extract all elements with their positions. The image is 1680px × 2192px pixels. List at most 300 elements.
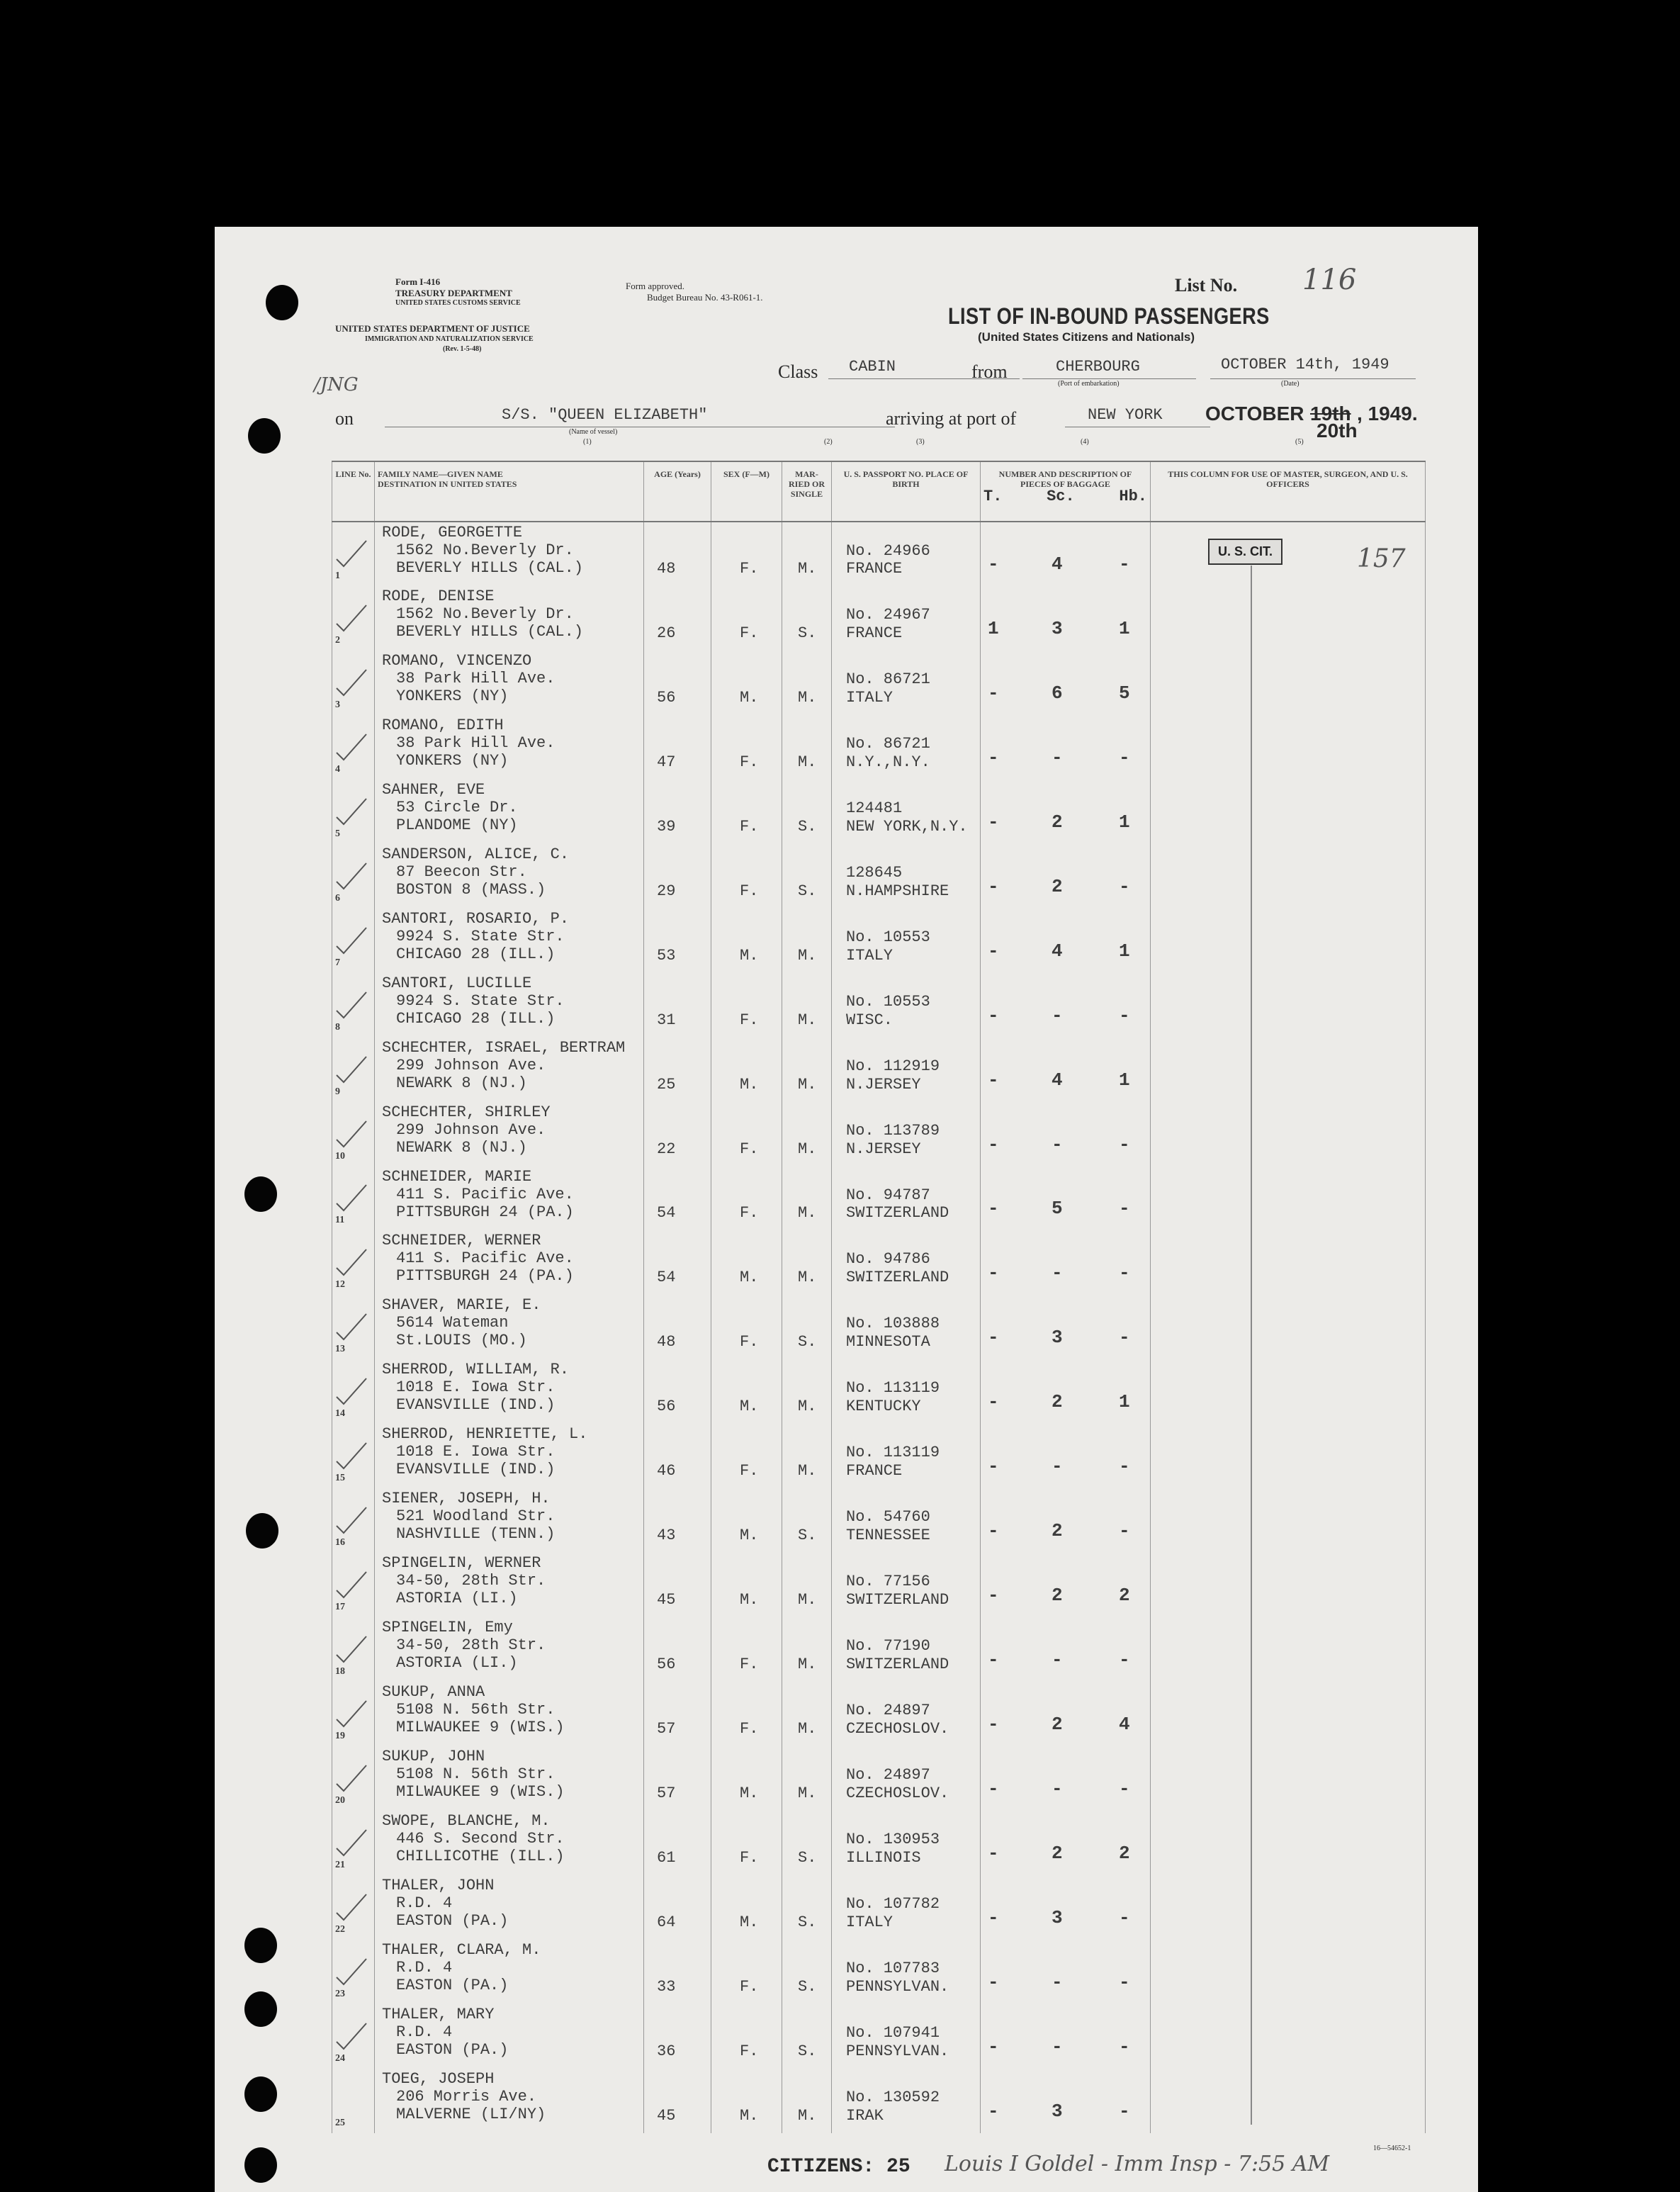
punch-hole (244, 2076, 277, 2112)
age: 31 (657, 1011, 676, 1029)
address-line-1: 34-50, 28th Str. (396, 1636, 546, 1655)
cell-line (332, 844, 375, 909)
table-row (332, 651, 1426, 715)
address-line-1: 411 S. Pacific Ave. (396, 1185, 574, 1203)
cell-officers (1151, 1875, 1426, 1940)
baggage-suitcases: - (1052, 1004, 1063, 1026)
arrival-port: NEW YORK (1088, 406, 1163, 424)
cell-passport (832, 844, 981, 909)
address-line-2: MILWAUKEE 9 (WIS.) (396, 1719, 565, 1737)
baggage-handbags: - (1119, 746, 1130, 768)
sex: F. (740, 1849, 759, 1867)
place-of-birth: WISC. (846, 1011, 893, 1029)
cell-age (644, 1875, 711, 1940)
cell-passport (832, 1553, 981, 1617)
page-subtitle: (United States Citizens and Nationals) (978, 330, 1195, 344)
check-mark-icon (334, 1893, 369, 1921)
address-line-1: 1562 No.Beverly Dr. (396, 541, 574, 559)
cell-married (782, 1295, 832, 1359)
cell-officers (1151, 1682, 1426, 1746)
cell-officers (1151, 1488, 1426, 1553)
passport-number: No. 10553 (846, 928, 930, 946)
cell-sex (711, 522, 782, 586)
baggage-handbags: 1 (1119, 617, 1130, 639)
cell-name (375, 715, 644, 780)
passenger-name: SHERROD, HENRIETTE, L. (382, 1425, 588, 1444)
arrival-col-num: (5) (1295, 438, 1304, 446)
cell-married (782, 1230, 832, 1295)
cell-married (782, 1617, 832, 1682)
sex: F. (740, 1011, 759, 1029)
cell-passport (832, 1167, 981, 1231)
cell-baggage (981, 1102, 1151, 1167)
cell-sex (711, 1424, 782, 1488)
line-number: 22 (335, 1923, 345, 1935)
address-line-1: 5108 N. 56th Str. (396, 1765, 556, 1784)
cell-officers (1151, 1038, 1426, 1102)
address-line-1: 87 Beecon Str. (396, 862, 527, 881)
cell-baggage (981, 715, 1151, 780)
list-no-label: List No. (1175, 275, 1238, 296)
from-label: from (971, 361, 1008, 382)
marital-status: S. (798, 817, 817, 836)
table-row (332, 1359, 1426, 1424)
cell-sex (711, 909, 782, 973)
place-of-birth: CZECHOSLOV. (846, 1720, 949, 1738)
baggage-trunks: - (988, 1585, 999, 1607)
baggage-handbags: - (1119, 875, 1130, 897)
col-baggage-t: T. (983, 488, 1003, 505)
age: 64 (657, 1913, 676, 1931)
cell-name (375, 1553, 644, 1617)
check-mark-icon (334, 1248, 369, 1276)
cell-officers (1151, 1295, 1426, 1359)
passenger-name: RODE, GEORGETTE (382, 524, 523, 541)
passenger-name: RODE, DENISE (382, 587, 495, 605)
cell-name (375, 522, 644, 586)
age: 36 (657, 2042, 676, 2060)
line-number: 13 (335, 1344, 345, 1355)
place-of-birth: IRAK (846, 2107, 884, 2125)
cell-passport (832, 1038, 981, 1102)
address-line-2: BEVERLY HILLS (CAL.) (396, 622, 584, 641)
address-line-2: EVANSVILLE (IND.) (396, 1396, 556, 1415)
baggage-handbags: - (1119, 2101, 1130, 2122)
budget-bureau: Budget Bureau No. 43-R061-1. (647, 292, 763, 303)
cell-line (332, 909, 375, 973)
col-age: AGE (Years) (644, 461, 711, 522)
baggage-trunks: - (988, 553, 999, 575)
passenger-name: THALER, CLARA, M. (382, 1940, 541, 1959)
passport-number: No. 77156 (846, 1573, 930, 1591)
baggage-handbags: - (1119, 553, 1130, 575)
baggage-suitcases: 3 (1052, 617, 1063, 639)
passport-number: No. 94786 (846, 1250, 930, 1269)
passenger-name: SCHNEIDER, MARIE (382, 1167, 532, 1186)
cell-officers (1151, 1102, 1426, 1167)
sex: M. (740, 946, 759, 965)
passenger-name: SCHECHTER, ISRAEL, BERTRAM (382, 1038, 626, 1057)
cell-line (332, 1167, 375, 1231)
punch-hole (246, 1513, 278, 1549)
age: 33 (657, 1977, 676, 1996)
marital-status: S. (798, 2042, 817, 2060)
passport-number: No. 107782 (846, 1895, 940, 1913)
print-code: 16—54652-1 (1373, 2145, 1411, 2152)
cell-baggage (981, 651, 1151, 715)
baggage-suitcases: - (1052, 1456, 1063, 1478)
line-number: 24 (335, 2052, 345, 2064)
age: 56 (657, 1656, 676, 1674)
cell-age (644, 1359, 711, 1424)
cell-name (375, 1746, 644, 1811)
cell-name (375, 1682, 644, 1746)
cell-passport (832, 1682, 981, 1746)
cell-sex (711, 1746, 782, 1811)
cell-sex (711, 1167, 782, 1231)
marital-status: S. (798, 624, 817, 642)
col-baggage-label: NUMBER AND DESCRIPTION OF PIECES OF BAGGAGE (998, 469, 1132, 489)
citizens-total: CITIZENS: 25 (767, 2156, 911, 2178)
arrival-month: OCTOBER (1205, 403, 1304, 425)
punch-hole (266, 285, 298, 320)
baggage-suitcases: 5 (1052, 1198, 1063, 1220)
cell-line (332, 2004, 375, 2069)
baggage-handbags: - (1119, 2035, 1130, 2057)
cell-officers (1151, 1167, 1426, 1231)
address-line-2: MILWAUKEE 9 (WIS.) (396, 1783, 565, 1802)
marital-status: M. (798, 1720, 817, 1738)
line-number: 5 (335, 828, 340, 839)
baggage-handbags: - (1119, 1971, 1130, 1993)
passenger-name: SPINGELIN, WERNER (382, 1554, 541, 1573)
table-row (332, 1102, 1426, 1167)
punch-hole (244, 1991, 277, 2027)
passenger-name: THALER, JOHN (382, 1877, 495, 1895)
cell-name (375, 1617, 644, 1682)
arrival-day-struck: 19th (1310, 403, 1351, 425)
cell-officers (1151, 1746, 1426, 1811)
passport-number: 128645 (846, 863, 903, 882)
vessel-name: S/S. "QUEEN ELIZABETH" (502, 406, 708, 424)
col-baggage-sc: Sc. (1047, 488, 1075, 505)
passenger-name: SCHECHTER, SHIRLEY (382, 1103, 551, 1121)
cell-name (375, 1102, 644, 1167)
class-label: Class (778, 361, 818, 382)
sex: F. (740, 1462, 759, 1480)
address-line-1: 34-50, 28th Str. (396, 1572, 546, 1590)
cell-line (332, 1811, 375, 1875)
cell-line (332, 1295, 375, 1359)
baggage-suitcases: 4 (1052, 1069, 1063, 1091)
cell-baggage (981, 1682, 1151, 1746)
cell-baggage (981, 1553, 1151, 1617)
cell-married (782, 973, 832, 1038)
line-number: 14 (335, 1408, 345, 1420)
baggage-suitcases: 4 (1052, 940, 1063, 962)
cell-baggage (981, 844, 1151, 909)
marital-status: M. (798, 2107, 817, 2125)
address-line-1: 1562 No.Beverly Dr. (396, 605, 574, 623)
cell-line (332, 586, 375, 651)
cell-sex (711, 1488, 782, 1553)
clerk-initials: /JNG (314, 374, 359, 395)
cell-name (375, 780, 644, 844)
cell-name (375, 1038, 644, 1102)
passport-number: No. 112919 (846, 1057, 940, 1075)
baggage-trunks: - (988, 2035, 999, 2057)
passenger-name: SPINGELIN, Emy (382, 1619, 513, 1637)
address-line-2: PLANDOME (NY) (396, 816, 518, 834)
baggage-handbags: 1 (1119, 1391, 1130, 1413)
address-line-2: MALVERNE (LI/NY) (396, 2105, 546, 2123)
cell-passport (832, 1230, 981, 1295)
date-caption: (Date) (1281, 380, 1300, 388)
col-baggage-hb: Hb. (1119, 488, 1147, 505)
baggage-suitcases: 2 (1052, 1391, 1063, 1413)
baggage-trunks: 1 (988, 617, 999, 639)
cell-name (375, 651, 644, 715)
cell-name (375, 909, 644, 973)
passenger-rows (332, 522, 1426, 2133)
cell-sex (711, 1875, 782, 1940)
cell-name (375, 1359, 644, 1424)
check-mark-icon (334, 1441, 369, 1470)
passport-number: No. 113119 (846, 1379, 940, 1398)
cell-name (375, 1488, 644, 1553)
marital-status: S. (798, 1913, 817, 1931)
cell-officers (1151, 1553, 1426, 1617)
baggage-handbags: 2 (1119, 1585, 1130, 1607)
page-title: LIST OF IN-BOUND PASSENGERS (948, 303, 1270, 329)
line-number: 15 (335, 1473, 345, 1484)
marital-status: M. (798, 559, 817, 578)
age: 47 (657, 753, 676, 771)
passenger-name: ROMANO, EDITH (382, 716, 504, 734)
cell-sex (711, 651, 782, 715)
cell-name (375, 1295, 644, 1359)
line-number: 7 (335, 957, 340, 968)
place-of-birth: PENNSYLVAN. (846, 2042, 949, 2060)
sex: M. (740, 1269, 759, 1287)
passenger-name: SIENER, JOSEPH, H. (382, 1490, 551, 1508)
check-mark-icon (334, 1313, 369, 1341)
line-number: 11 (335, 1215, 345, 1226)
passenger-name: SANDERSON, ALICE, C. (382, 845, 570, 863)
marital-status: S. (798, 1977, 817, 1996)
customs-service: UNITED STATES CUSTOMS SERVICE (395, 299, 521, 307)
passport-number: No. 24966 (846, 542, 930, 560)
place-of-birth: ITALY (846, 688, 893, 707)
cell-age (644, 844, 711, 909)
place-of-birth: SWITZERLAND (846, 1269, 949, 1287)
place-of-birth: ILLINOIS (846, 1849, 921, 1867)
address-line-1: 53 Circle Dr. (396, 798, 518, 816)
address-line-1: 411 S. Pacific Ave. (396, 1249, 574, 1268)
baggage-trunks: - (988, 1520, 999, 1542)
cell-baggage (981, 1617, 1151, 1682)
check-mark-icon (334, 1635, 369, 1663)
check-mark-icon (334, 1184, 369, 1212)
passport-number: No. 94787 (846, 1186, 930, 1204)
table-row (332, 1488, 1426, 1553)
cell-sex (711, 586, 782, 651)
address-line-1: 299 Johnson Ave. (396, 1120, 546, 1139)
baggage-suitcases: 6 (1052, 682, 1063, 704)
table-row (332, 586, 1426, 651)
cell-age (644, 1230, 711, 1295)
address-line-2: PITTSBURGH 24 (PA.) (396, 1267, 574, 1286)
place-of-birth: N.JERSEY (846, 1075, 921, 1094)
age: 26 (657, 624, 676, 642)
baggage-suitcases: - (1052, 1649, 1063, 1671)
address-line-2: EASTON (PA.) (396, 2040, 509, 2059)
col-officers: THIS COLUMN FOR USE OF MASTER, SURGEON, AND U. S. OFFICERS (1151, 461, 1426, 522)
cell-line (332, 651, 375, 715)
line-number: 4 (335, 763, 340, 775)
baggage-trunks: - (988, 1649, 999, 1671)
cell-age (644, 1940, 711, 2004)
address-line-2: BOSTON 8 (MASS.) (396, 880, 546, 899)
baggage-handbags: - (1119, 1649, 1130, 1671)
address-line-2: St.LOUIS (MO.) (396, 1332, 527, 1350)
cell-married (782, 1875, 832, 1940)
cell-line (332, 1617, 375, 1682)
baggage-handbags: - (1119, 1456, 1130, 1478)
check-mark-icon (334, 1506, 369, 1534)
cell-passport (832, 973, 981, 1038)
cell-sex (711, 1230, 782, 1295)
cell-age (644, 1746, 711, 1811)
cell-married (782, 1424, 832, 1488)
check-mark-icon (334, 1120, 369, 1148)
cell-age (644, 522, 711, 586)
cell-married (782, 1488, 832, 1553)
address-line-2: EASTON (PA.) (396, 1976, 509, 1994)
cell-name (375, 2004, 644, 2069)
age: 48 (657, 559, 676, 578)
address-line-2: EASTON (PA.) (396, 1912, 509, 1930)
check-mark-icon (334, 2022, 369, 2050)
cell-line (332, 1553, 375, 1617)
cell-line (332, 1488, 375, 1553)
cell-officers (1151, 651, 1426, 715)
table-row (332, 780, 1426, 844)
treasury-dept: TREASURY DEPARTMENT (395, 288, 512, 298)
address-line-2: PITTSBURGH 24 (PA.) (396, 1203, 574, 1221)
cell-passport (832, 522, 981, 586)
sex: F. (740, 882, 759, 900)
age: 57 (657, 1784, 676, 1803)
sex: F. (740, 1720, 759, 1738)
passenger-name: SAHNER, EVE (382, 780, 485, 799)
place-of-birth: FRANCE (846, 624, 903, 642)
table-row (332, 2069, 1426, 2133)
table-row (332, 715, 1426, 780)
col-baggage (981, 461, 1151, 522)
col-num-3: (3) (916, 438, 925, 446)
baggage-handbags: - (1119, 1778, 1130, 1800)
line-number: 10 (335, 1150, 345, 1162)
baggage-suitcases: 3 (1052, 1327, 1063, 1349)
sex: M. (740, 1398, 759, 1416)
check-mark-icon (334, 1957, 369, 1986)
check-mark-icon (334, 668, 369, 697)
address-line-1: 9924 S. State Str. (396, 991, 565, 1010)
address-line-1: 38 Park Hill Ave. (396, 669, 556, 687)
cell-line (332, 1038, 375, 1102)
line-number: 16 (335, 1537, 345, 1549)
address-line-2: YONKERS (NY) (396, 751, 509, 770)
cell-age (644, 2069, 711, 2133)
cell-passport (832, 1359, 981, 1424)
place-of-birth: KENTUCKY (846, 1398, 921, 1416)
line-number: 21 (335, 1860, 345, 1871)
sex: F. (740, 1977, 759, 1996)
place-of-birth: N.Y.,N.Y. (846, 753, 930, 771)
form-number: Form I-416 (395, 276, 441, 287)
place-of-birth: SWITZERLAND (846, 1591, 949, 1609)
cell-age (644, 780, 711, 844)
passport-number: No. 113789 (846, 1121, 940, 1140)
baggage-trunks: - (988, 1843, 999, 1865)
sex: F. (740, 817, 759, 836)
justice-dept: UNITED STATES DEPARTMENT OF JUSTICE (335, 323, 530, 334)
sex: M. (740, 1527, 759, 1545)
table-row (332, 1940, 1426, 2004)
cell-age (644, 651, 711, 715)
table-row (332, 973, 1426, 1038)
cell-married (782, 586, 832, 651)
age: 56 (657, 688, 676, 707)
address-line-2: CHICAGO 28 (ILL.) (396, 945, 556, 963)
baggage-suitcases: 2 (1052, 1714, 1063, 1736)
line-number: 2 (335, 634, 340, 646)
cell-married (782, 1553, 832, 1617)
cell-age (644, 1167, 711, 1231)
port-of-embarkation: CHERBOURG (1056, 358, 1140, 376)
cell-married (782, 2004, 832, 2069)
marital-status: M. (798, 1398, 817, 1416)
cell-married (782, 1038, 832, 1102)
cell-age (644, 1553, 711, 1617)
cell-passport (832, 651, 981, 715)
punch-hole (244, 1176, 277, 1212)
cell-officers (1151, 1940, 1426, 2004)
passport-number: No. 107941 (846, 2023, 940, 2042)
cell-passport (832, 1424, 981, 1488)
form-approved: Form approved. (626, 281, 685, 291)
passport-number: No. 54760 (846, 1508, 930, 1527)
cell-name (375, 1875, 644, 1940)
cell-passport (832, 909, 981, 973)
baggage-trunks: - (988, 1133, 999, 1155)
baggage-trunks: - (988, 875, 999, 897)
line-number: 25 (335, 2118, 345, 2128)
cell-officers (1151, 2069, 1426, 2133)
table-row (332, 1424, 1426, 1488)
passenger-name: ROMANO, VINCENZO (382, 651, 532, 670)
baggage-suitcases: - (1052, 1971, 1063, 1993)
baggage-handbags: - (1119, 1262, 1130, 1284)
address-line-2: YONKERS (NY) (396, 687, 509, 705)
cell-age (644, 715, 711, 780)
address-line-2: EVANSVILLE (IND.) (396, 1461, 556, 1479)
list-number: 116 (1302, 264, 1357, 296)
passport-number: No. 103888 (846, 1315, 940, 1333)
baggage-trunks: - (988, 811, 999, 833)
cell-passport (832, 586, 981, 651)
